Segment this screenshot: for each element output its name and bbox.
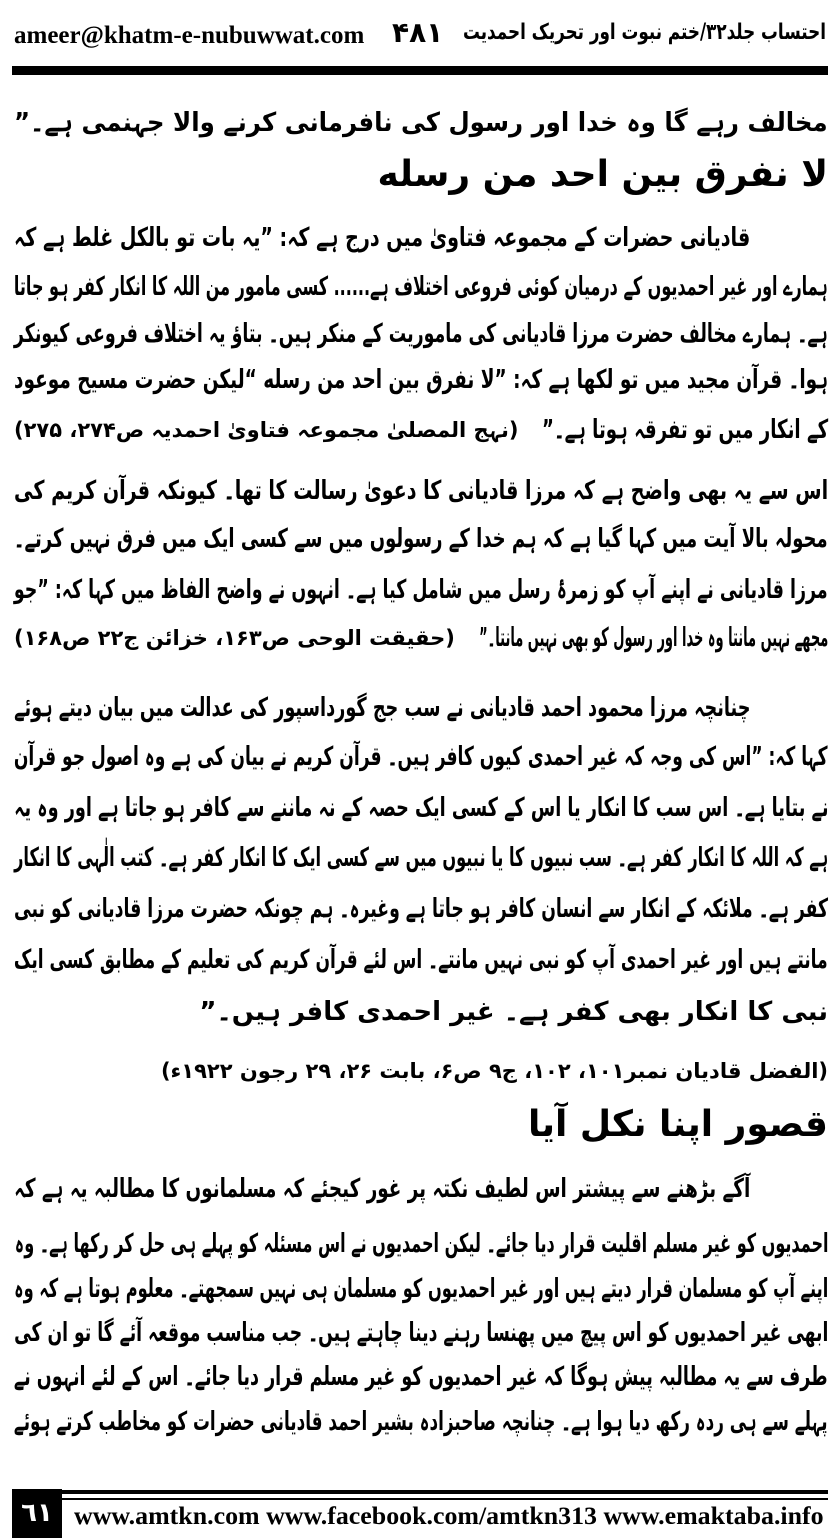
- footer-links-text[interactable]: www.amtkn.com www.facebook.com/amtkn313 www.emaktaba.info: [74, 1503, 824, 1530]
- text-line: [14, 1402, 828, 1442]
- text-line: [14, 1313, 828, 1353]
- line-text: کے انکار میں تو تفرقہ ہوتا ہے۔”: [541, 415, 828, 445]
- header-page-number: ۴۸۱: [392, 16, 444, 49]
- line-text: ابھی غیر احمدیوں کو اس پیچ میں پھنسا رہنے دینا چاہتے ہیں۔ جب مناسب موقعہ آئے گا تو ان کی: [13, 1318, 828, 1348]
- footer-rule-thin: [62, 1498, 828, 1500]
- citation: (الفضل قادیان نمبر۱۰۱، ۱۰۲، ج۹ ص۶، بابت ۲۶، ۲۹ رجون ۱۹۲۲ء): [160, 1059, 828, 1083]
- text-line: [14, 1169, 750, 1209]
- text-line: [14, 889, 828, 929]
- line-text: پہلے سے ہی ردہ رکھ دیا ہوا ہے۔ چنانچہ صاحبزادہ بشیر احمد قادیانی حضرات کو مخاطب کرتے ہوئے: [14, 1407, 828, 1437]
- text-line: [14, 471, 828, 511]
- header-email: ameer@khatm-e-nubuwwat.com: [14, 22, 365, 49]
- heading-text: قصور اپنا نکل آیا: [528, 1104, 828, 1145]
- footer-rule: [62, 1490, 828, 1494]
- text-line: [14, 1224, 828, 1264]
- citation: (نہج المصلیٰ مجموعہ فتاویٰ احمدیہ ص۲۷۴، ۲۷۵): [14, 418, 519, 442]
- section-heading: [14, 150, 828, 200]
- text-line: [14, 360, 828, 400]
- line-text: مخالف رہے گا وہ خدا اور رسول کی نافرمانی کرنے والا جہنمی ہے۔”: [14, 108, 828, 138]
- citation: (حقیقت الوحی ص۱۶۳، خزائن ج۲۲ ص۱۶۸): [14, 626, 455, 650]
- line-text: طرف سے یہ مطالبہ پیش ہوگا کہ غیر احمدیوں کو غیر مسلم قرار دیا جائے۔ اس کے لئے انہوں نے: [14, 1362, 828, 1392]
- line-text: کفر ہے۔ ملائکہ کے انکار سے انسان کافر ہو جاتا ہے وغیرہ۔ ہم چونکہ حضرت مرزا قادیانی کو نبی: [13, 894, 828, 924]
- text-line: [14, 410, 828, 450]
- text-line: [14, 218, 750, 258]
- text-line: [14, 1357, 828, 1397]
- line-text: قادیانی حضرات کے مجموعہ فتاویٰ میں درج ہے کہ: ”یہ بات تو بالکل غلط ہے کہ: [13, 223, 750, 253]
- text-line: [14, 688, 750, 728]
- heading-text: لا نفرق بین احد من رسله: [377, 154, 828, 195]
- line-text: مانتے ہیں اور غیر احمدی آپ کو نبی نہیں مانتے۔ اس لئے قرآن کریم کی تعلیم کے مطابق کسی ایک: [14, 945, 828, 975]
- header-book-title: احتساب جلد۳۲/ختم نبوت اور تحریک احمدیت: [463, 20, 826, 45]
- section-heading: [14, 1100, 828, 1150]
- text-line: [14, 838, 828, 878]
- text-line: [14, 519, 828, 559]
- footer-links[interactable]: [74, 1503, 824, 1531]
- text-line: [14, 570, 828, 610]
- text-line: [14, 267, 828, 307]
- text-line: [14, 618, 828, 658]
- line-text: اپنے آپ کو مسلمان قرار دیتے ہیں اور غیر احمدیوں کو مسلمان ہی نہیں سمجھتے۔ معلوم ہوتا ہے کہ وہ: [13, 1274, 828, 1304]
- line-text: کہا کہ: ”اس کی وجہ کہ غیر احمدی کیوں کافر ہیں۔ قرآن کریم نے بیان کی ہے وہ اصول جو قرآن: [14, 742, 828, 772]
- line-text: آگے بڑھنے سے پیشتر اس لطیف نکتہ پر غور کیجئے کہ مسلمانوں کا مطالبہ یہ ہے کہ: [13, 1174, 750, 1204]
- text-line: [14, 314, 828, 354]
- line-text: مجھے نہیں مانتا وہ خدا اور رسول کو بھی نہیں مانتا۔”: [478, 623, 828, 653]
- line-text: نبی کا انکار بھی کفر ہے۔ غیر احمدی کافر ہیں۔”: [199, 997, 828, 1027]
- line-text: اس سے یہ بھی واضح ہے کہ مرزا قادیانی کا دعویٰ رسالت کا تھا۔ کیونکہ قرآن کریم کی: [13, 476, 828, 506]
- line-text: ہے۔ ہمارے مخالف حضرت مرزا قادیانی کی ماموریت کے منکر ہیں۔ بتاؤ یہ اختلاف فروعی کیونکر: [14, 319, 828, 349]
- line-text: احمدیوں کو غیر مسلم اقلیت قرار دیا جائے۔ لیکن احمدیوں نے اس مسئلہ کو پہلے ہی حل کر رکھا ہے۔ وہ: [14, 1229, 828, 1259]
- line-text: ہے کہ اللہ کا انکار کفر ہے۔ سب نبیوں کا یا نبیوں میں سے کسی ایک کا انکار کفر ہے۔ کتب الٰہی کا انکار: [13, 843, 828, 873]
- citation-line: [14, 1051, 828, 1091]
- footer-page-number: ٦١: [12, 1489, 62, 1538]
- text-line: [14, 992, 828, 1032]
- line-text: ہمارے اور غیر احمدیوں کے درمیان کوئی فروعی اختلاف ہے...... کسی مامور من اللہ کا انکار کفر ہو جاتا: [14, 272, 828, 302]
- line-text: محولہ بالا آیت میں کہا گیا ہے کہ ہم خدا کے رسولوں میں سے کسی ایک میں فرق نہیں کرتے۔: [14, 524, 828, 554]
- line-text: ہوا۔ قرآن مجید میں تو لکھا ہے کہ: ”لا نفرق بین احد من رسله “لیکن حضرت مسیح موعود: [13, 365, 828, 395]
- text-line: [14, 940, 828, 980]
- text-line: [14, 1269, 828, 1309]
- line-text: نے بتایا ہے۔ اس سب کا انکار یا اس کے کسی ایک حصہ کے نہ ماننے سے کافر ہو جاتا ہے اور وہ یہ: [13, 793, 828, 823]
- line-text: مرزا قادیانی نے اپنے آپ کو زمرۂ رسل میں شامل کیا ہے۔ انہوں نے واضح الفاظ میں کہا کہ: ”جو: [14, 575, 828, 605]
- line-text: چنانچہ مرزا محمود احمد قادیانی نے سب جج گورداسپور کی عدالت میں بیان دیتے ہوئے: [13, 693, 750, 723]
- text-line: [14, 788, 828, 828]
- text-line: [14, 103, 828, 143]
- text-line: [14, 737, 828, 777]
- header-rule: [12, 66, 828, 75]
